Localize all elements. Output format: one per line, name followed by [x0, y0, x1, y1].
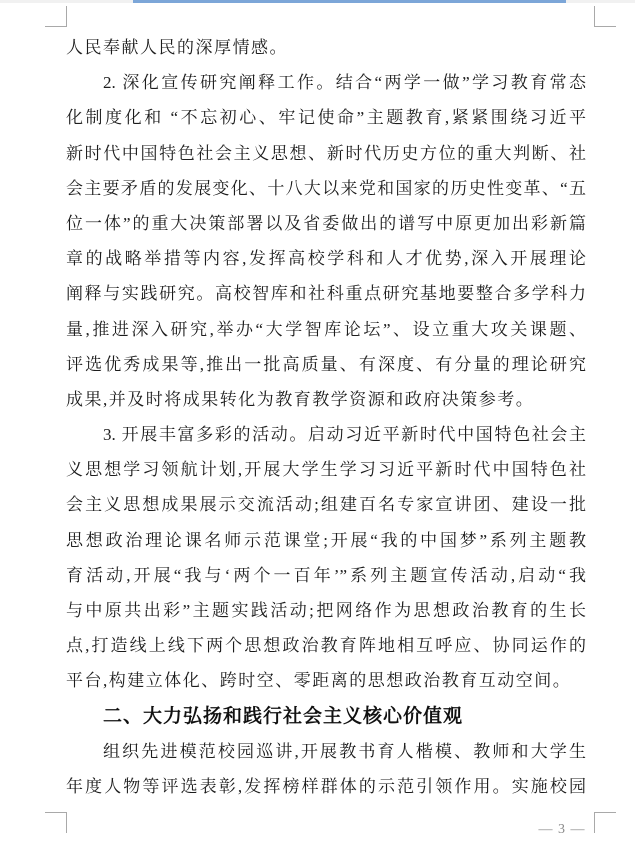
body-text-line: 与中原共出彩”主题实践活动;把网络作为思想政治教育的生长 [66, 601, 586, 620]
body-text-line: 点,打造线上线下两个思想政治教育阵地相互呼应、协同运作的 [66, 636, 586, 656]
body-text-line: 成果,并及时将成果转化为教育教学资源和政府决策参考。 [66, 389, 535, 409]
body-text-line: 位一体”的重大决策部署以及省委做出的谱写中原更加出彩新篇 [66, 213, 586, 233]
crop-mark-bottom-left [45, 812, 67, 833]
body-text-line: 思想政治理论课名师示范课堂;开展“我的中国梦”系列主题教 [66, 530, 586, 550]
body-text-line: 量,推进深入研究,举办“大学智库论坛”、设立重大攻关课题、 [66, 319, 586, 339]
document-text-body [66, 30, 586, 804]
body-text-line: 新时代中国特色社会主义思想、新时代历史方位的重大判断、社 [66, 143, 586, 163]
body-text-line: 章的战略举措等内容,发挥高校学科和人才优势,深入开展理论 [66, 249, 586, 269]
body-text-line: 化制度化和 “不忘初心、牢记使命”主题教育,紧紧围绕习近平 [66, 108, 586, 128]
page-number: — 3 — [538, 822, 586, 837]
body-text-line: 育活动,开展“我与‘两个一百年’”系列主题宣传活动,启动“我 [66, 565, 586, 585]
body-text-line: 会主义思想成果展示交流活动;组建百名专家宣讲团、建设一批 [66, 495, 586, 515]
body-text-line: 评选优秀成果等,推出一批高质量、有深度、有分量的理论研究 [66, 354, 586, 374]
body-text-line: 人民奉献人民的深厚情感。 [66, 38, 288, 57]
body-text-line: 阐释与实践研究。高校智库和社科重点研究基地要整合多学科力 [66, 284, 586, 304]
body-text-line: 3. 开展丰富多彩的活动。启动习近平新时代中国特色社会主 [103, 425, 586, 445]
body-text-line: 会主要矛盾的发展变化、十八大以来党和国家的历史性变革、“五 [66, 178, 586, 198]
top-edge-bar-highlight [133, 0, 566, 3]
body-text-line: 义思想学习领航计划,开展大学生学习习近平新时代中国特色社 [66, 460, 586, 480]
body-text-line: 平台,构建立体化、跨时空、零距离的思想政治教育互动空间。 [66, 671, 572, 691]
body-text-line: 组织先进模范校园巡讲,开展教书育人楷模、教师和大学生 [103, 741, 586, 761]
crop-mark-top-left [45, 6, 67, 27]
body-text-line: 年度人物等评选表彰,发挥榜样群体的示范引领作用。实施校园 [66, 776, 586, 796]
section-heading: 二、大力弘扬和践行社会主义核心价值观 [103, 705, 464, 727]
crop-mark-bottom-right [594, 812, 616, 833]
crop-mark-top-right [594, 6, 616, 27]
body-text-line: 2. 深化宣传研究阐释工作。结合“两学一做”学习教育常态 [103, 73, 586, 93]
